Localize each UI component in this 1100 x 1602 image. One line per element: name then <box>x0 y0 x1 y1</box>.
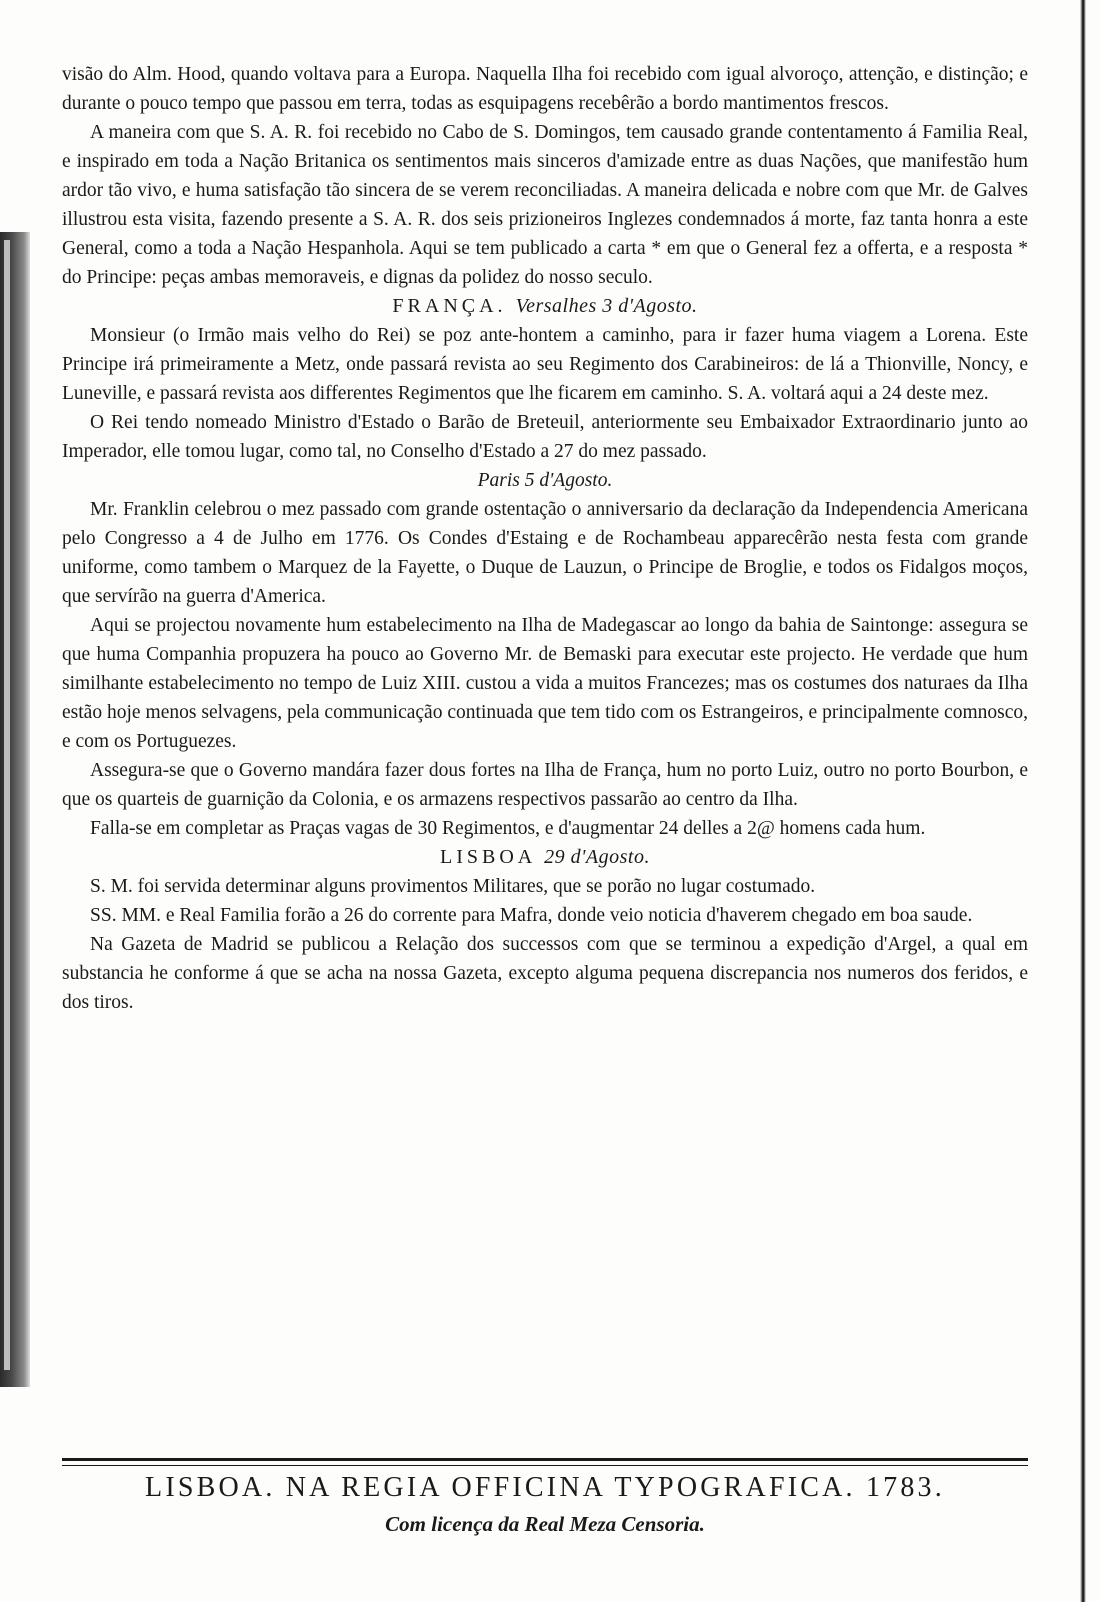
paragraph-madegascar: Aqui se projectou novamente hum estabelecimento na Ilha de Madegascar ao longo da bahia de Saintonge: assegura se que huma Companhia propuzera ha pouco ao Governo Mr. de Bemaski para executar este projecto. He verdade que hum similhante estabelecimento no tempo de Luiz XIII. custou a vida a muitos Francezes; mas os costumes dos naturaes da Ilha estão hoje menos selvagens, pela communicação continuada que tem tido com os Estrangeiros, e principalmente comnosco, e com os Portuguezes. <box>62 615 1028 752</box>
opening-paragraph: visão do Alm. Hood, quando voltava para a Europa. Naquella Ilha foi recebido com igual alvoroço, attenção, e distinção; e durante o pouco tempo que passou em terra, todas as esquipagens recebêrão a bordo mantimentos frescos. <box>62 64 1028 114</box>
paragraph-pracas: Falla-se em completar as Praças vagas de 30 Regimentos, e d'augmentar 24 delles a 2@ homens cada hum. <box>90 818 926 839</box>
footer-rule <box>62 1458 1028 1466</box>
section-heading-lisboa <box>62 843 1028 872</box>
section-heading-lisboa-title: LISBOA <box>440 846 536 868</box>
section-heading-franca <box>62 292 1028 321</box>
paragraph-mafra: SS. MM. e Real Familia forão a 26 do corrente para Mafra, donde veio noticia d'haverem chegado em boa saude. <box>90 905 973 926</box>
paragraph-franklin: Mr. Franklin celebrou o mez passado com grande ostentação o anniversario da declaração da Independencia Americana pelo Congresso a 4 de Julho em 1776. Os Condes d'Estaing e de Rochambeau apparecêrão nesta festa com grande uniforme, como tambem o Marquez de la Fayette, o Duque de Lauzun, o Principe de Broglie, e todos os Fidalgos moços, que servírão na guerra d'America. <box>62 499 1028 607</box>
paragraph-provimentos: S. M. foi servida determinar alguns provimentos Militares, que se porão no lugar costumado. <box>90 876 816 897</box>
paragraph-gazeta-madrid: Na Gazeta de Madrid se publicou a Relação dos successos com que se terminou a expedição d'Argel, a qual em substancia he conforme á que se acha na nossa Gazeta, excepto alguma pequena discrepancia nos numeros dos feridos, e dos tiros. <box>62 934 1028 1013</box>
section-heading-franca-title: FRANÇA. <box>392 295 507 317</box>
page-right-border <box>1080 0 1086 1602</box>
page-edge-highlight <box>4 240 10 1370</box>
paragraph-cabo-sao-domingos: A maneira com que S. A. R. foi recebido no Cabo de S. Domingos, tem causado grande contentamento á Familia Real, e inspirado em toda a Nação Britanica os sentimentos mais sinceros d'amizade entre as duas Nações, que manifestão hum ardor tão vivo, e huma satisfação tão sincera de se verem reconciliadas. A maneira delicada e nobre com que Mr. de Galves illustrou esta visita, fazendo presente a S. A. R. dos seis prizioneiros Inglezes condemnados á morte, faz tanta honra a este General, como a toda a Nação Hespanhola. Aqui se tem publicado a carta * em que o General fez a offerta, e a resposta * do Principe: peças ambas memoraveis, e dignas da polidez do nosso seculo. <box>62 122 1028 288</box>
section-heading-lisboa-dateline: 29 d'Agosto. <box>544 846 650 868</box>
section-heading-franca-dateline: Versalhes 3 d'Agosto. <box>515 295 698 317</box>
paragraph-fortes: Assegura-se que o Governo mandára fazer dous fortes na Ilha de França, hum no porto Luiz, outro no porto Bourbon, e que os quarteis de guarnição da Colonia, e os armazens respectivos passarão ao centro da Ilha. <box>62 760 1028 810</box>
dateline-paris: Paris 5 d'Agosto. <box>477 470 613 491</box>
censorship-license: Com licença da Real Meza Censoria. <box>385 1512 705 1536</box>
article-body <box>62 60 1028 1017</box>
paragraph-rei-ministro: O Rei tendo nomeado Ministro d'Estado o Barão de Breteuil, anteriormente seu Embaixador Extraordinario junto ao Imperador, elle tomou lugar, como tal, no Conselho d'Estado a 27 do mez passado. <box>62 412 1028 462</box>
printer-imprint: LISBOA. NA REGIA OFFICINA TYPOGRAFICA. 1783. <box>145 1472 945 1503</box>
paragraph-monsieur: Monsieur (o Irmão mais velho do Rei) se poz ante-hontem a caminho, para ir fazer huma viagem a Lorena. Este Principe irá primeiramente a Metz, onde passará revista ao seu Regimento dos Carabineiros: de lá a Thionville, Noncy, e Luneville, e passará revista aos differentes Regimentos que lhe ficarem em caminho. S. A. voltará aqui a 24 deste mez. <box>62 325 1028 404</box>
